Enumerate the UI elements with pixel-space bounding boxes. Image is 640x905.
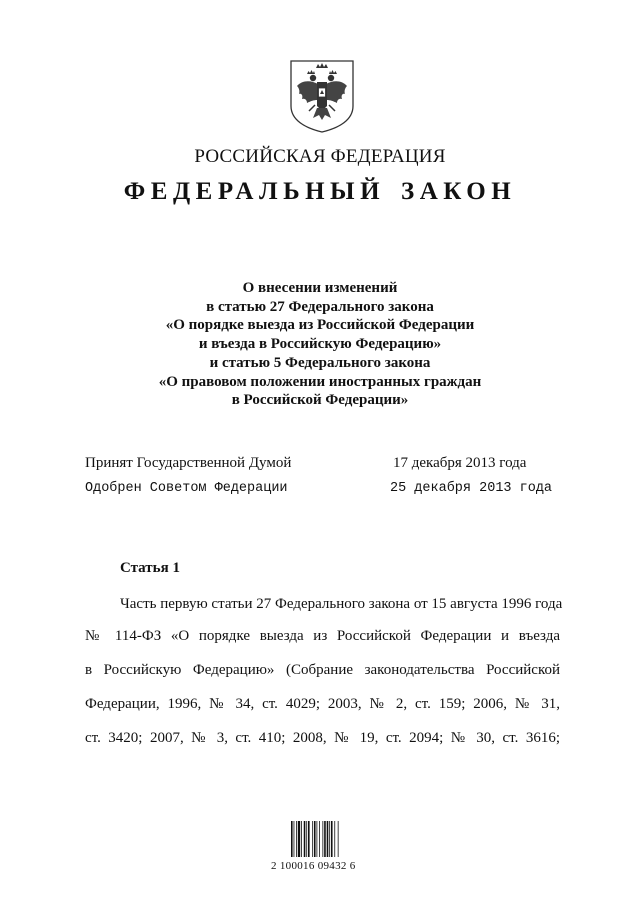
barcode-bar: [322, 821, 323, 857]
barcode-bar: [331, 821, 333, 857]
barcode-bar: [304, 821, 306, 857]
barcode-bar: [314, 821, 316, 857]
document-type-word-2: ЗАКОН: [401, 178, 517, 205]
barcode-bar: [291, 821, 293, 857]
barcode-bar: [334, 821, 335, 857]
law-title-line: в Российской Федерации»: [231, 392, 409, 409]
article-heading: Статья 1: [120, 560, 180, 576]
document-type-word-1: ФЕДЕРАЛЬНЫЙ: [123, 178, 386, 205]
article-text-line: в Российскую Федерацию» (Собрание законодательства Российской: [85, 662, 560, 678]
barcode-bar: [312, 821, 313, 857]
barcode-bar: [294, 821, 295, 857]
barcode-bar: [338, 821, 339, 857]
article-text-line: № 114-ФЗ «О порядке выезда из Российской Федерации и въезда: [85, 628, 560, 644]
law-title-line: и статью 5 Федерального закона: [209, 354, 431, 371]
barcode-bar: [296, 821, 297, 857]
law-title-line: О внесении изменений: [242, 280, 398, 296]
coat-of-arms-icon: [287, 58, 357, 134]
law-title: [0, 279, 640, 410]
barcode-bar: [301, 821, 302, 857]
adopted-date: 17 декабря 2013 года: [393, 455, 527, 471]
adoption-row-council: [85, 481, 565, 496]
article-text-line: ст. 3420; 2007, № 3, ст. 410; 2008, № 19, ст. 2094; № 30, ст. 3616;: [85, 730, 560, 746]
law-title-line: и въезда в Российскую Федерацию»: [198, 336, 442, 353]
law-title-line: «О порядке выезда из Российской Федерации: [165, 317, 475, 334]
barcode-bar: [319, 821, 320, 857]
barcode-bar: [298, 821, 300, 857]
article-text-line: Федерации, 1996, № 34, ст. 4029; 2003, № 2, ст. 159; 2006, № 31,: [85, 696, 560, 712]
barcode-bar: [308, 821, 310, 857]
adoption-row-duma: [85, 455, 565, 472]
approved-date: 25 декабря 2013 года: [390, 481, 553, 496]
country-name: РОССИЙСКАЯ ФЕДЕРАЦИЯ: [194, 146, 446, 167]
law-title-line: в статью 27 Федерального закона: [206, 298, 434, 315]
barcode-bar: [329, 821, 330, 857]
document-type: [0, 178, 640, 206]
barcode-icon: [290, 821, 356, 857]
barcode-bar: [317, 821, 318, 857]
barcode-bar: [306, 821, 307, 857]
barcode-bar: [327, 821, 329, 857]
adopted-label: Принят Государственной Думой: [85, 455, 292, 471]
approved-label: Одобрен Советом Федерации: [85, 481, 288, 496]
law-title-line: «О правовом положении иностранных граждан: [158, 373, 482, 390]
barcode-number: 2 100016 09432 6: [271, 860, 356, 872]
barcode-bar: [324, 821, 326, 857]
article-text-line: Часть первую статьи 27 Федерального закона от 15 августа 1996 года: [120, 596, 563, 612]
